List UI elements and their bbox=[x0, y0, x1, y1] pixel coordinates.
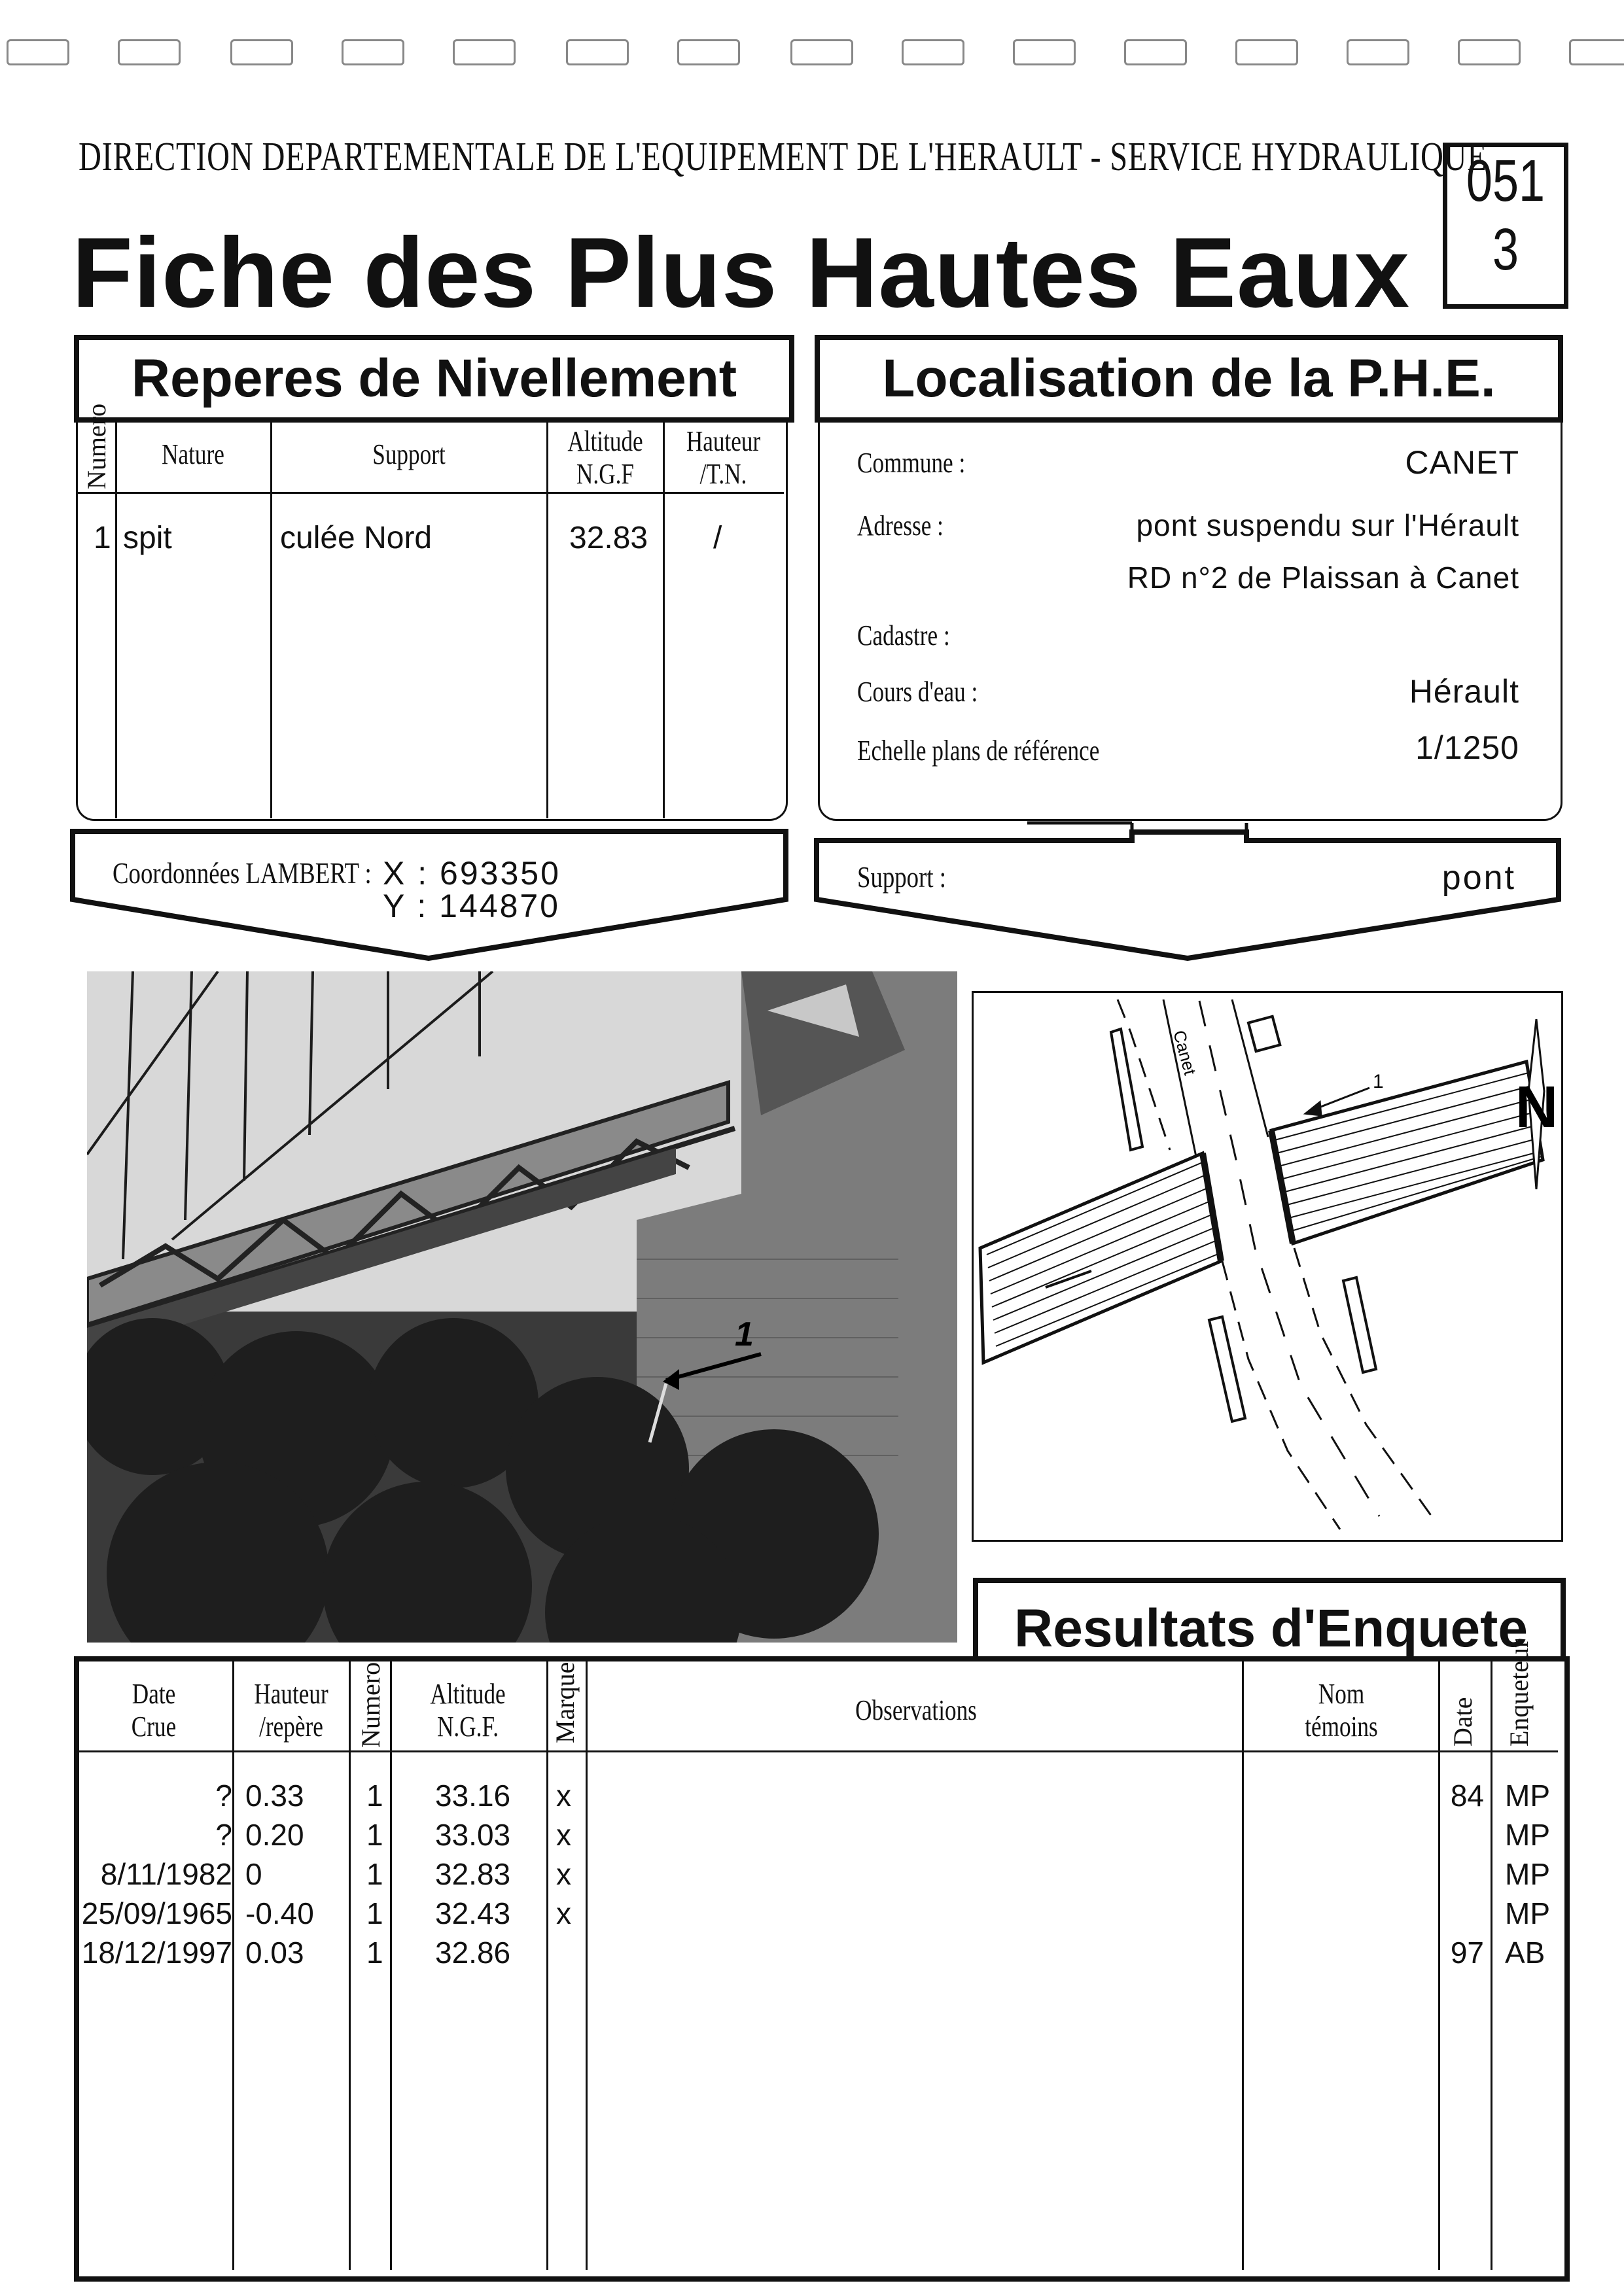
repere-hauteur: / bbox=[713, 521, 722, 555]
res-header-marque: Marque bbox=[550, 1661, 580, 1743]
res-row-altitude: 32.83 bbox=[435, 1857, 511, 1891]
support-value: pont bbox=[1441, 859, 1516, 897]
adresse-label: Adresse : bbox=[857, 510, 944, 542]
echelle-value: 1/1250 bbox=[1415, 729, 1519, 766]
res-row-numero: 1 bbox=[366, 1896, 383, 1930]
north-icon: N bbox=[1515, 1075, 1558, 1140]
res-row-enqueteur: MP bbox=[1505, 1818, 1550, 1852]
coord-label: Coordonnées LAMBERT : bbox=[113, 856, 372, 890]
header-support: Support bbox=[372, 438, 446, 470]
res-row-marque: x bbox=[556, 1896, 571, 1930]
res-header-altitude: Altitude N.G.F. bbox=[430, 1678, 506, 1743]
res-row-numero: 1 bbox=[366, 1818, 383, 1852]
res-row-enqueteur: MP bbox=[1505, 1779, 1550, 1813]
res-row-altitude: 33.16 bbox=[435, 1779, 511, 1813]
photo-marker: 1 bbox=[735, 1315, 754, 1353]
res-row-marque: x bbox=[556, 1857, 571, 1891]
coord-x: X : 693350 bbox=[383, 855, 561, 892]
map-road-label: Canet bbox=[1169, 1028, 1201, 1077]
organization-header: DIRECTION DEPARTEMENTALE DE L'EQUIPEMENT DE L'HERAULT - SERVICE HYDRAULIQUE bbox=[79, 135, 1487, 179]
res-row-marque: x bbox=[556, 1779, 571, 1813]
res-row-annee: 84 bbox=[1450, 1779, 1484, 1813]
res-header-enqueteur: Enqueteur bbox=[1504, 1639, 1534, 1747]
res-row-enqueteur: AB bbox=[1505, 1936, 1545, 1970]
res-header-observations: Observations bbox=[855, 1694, 977, 1726]
res-header-date: Date bbox=[1448, 1697, 1477, 1747]
res-row-marque: x bbox=[556, 1818, 571, 1852]
header-numero: Numero bbox=[82, 403, 111, 489]
code-line1: 051 bbox=[1466, 148, 1545, 214]
adresse-line1: pont suspendu sur l'Hérault bbox=[1136, 508, 1519, 542]
res-header-hauteur: Hauteur /repère bbox=[254, 1678, 328, 1743]
header-altitude: Altitude N.G.F bbox=[567, 425, 643, 490]
repere-support: culée Nord bbox=[280, 521, 432, 555]
resultats-title: Resultats d'Enquete bbox=[973, 1578, 1566, 1660]
res-row-annee: 97 bbox=[1450, 1936, 1484, 1970]
res-row-date: ? bbox=[215, 1818, 232, 1852]
res-row-enqueteur: MP bbox=[1505, 1896, 1550, 1930]
cours-label: Cours d'eau : bbox=[857, 676, 978, 708]
commune-value: CANET bbox=[1405, 444, 1519, 481]
header-hauteur: Hauteur /T.N. bbox=[686, 425, 761, 490]
support-label: Support : bbox=[857, 860, 946, 894]
map-marker: 1 bbox=[1373, 1071, 1384, 1092]
commune-label: Commune : bbox=[857, 447, 966, 479]
coord-y: Y : 144870 bbox=[383, 888, 560, 924]
localisation-title: Localisation de la P.H.E. bbox=[815, 335, 1563, 423]
bridge-photo bbox=[87, 971, 957, 1643]
res-row-numero: 1 bbox=[366, 1857, 383, 1891]
res-header-nom-temoins: Nom témoins bbox=[1305, 1678, 1378, 1743]
res-row-numero: 1 bbox=[366, 1936, 383, 1970]
res-row-enqueteur: MP bbox=[1505, 1857, 1550, 1891]
res-row-altitude: 32.43 bbox=[435, 1896, 511, 1930]
res-row-hauteur: 0.03 bbox=[245, 1936, 304, 1970]
fiche-code bbox=[1443, 143, 1568, 309]
res-header-numero: Numero bbox=[356, 1661, 385, 1748]
reperes-title: Reperes de Nivellement bbox=[74, 335, 794, 423]
cours-value: Hérault bbox=[1409, 673, 1519, 710]
page-title: Fiche des Plus Hautes Eaux bbox=[72, 217, 1410, 328]
repere-numero: 1 bbox=[94, 521, 111, 555]
res-row-date: 8/11/1982 bbox=[100, 1857, 232, 1891]
binder-holes bbox=[0, 39, 1624, 65]
cadastre-label: Cadastre : bbox=[857, 619, 950, 652]
repere-nature: spit bbox=[123, 521, 172, 555]
res-row-hauteur: 0 bbox=[245, 1857, 262, 1891]
adresse-line2: RD n°2 de Plaissan à Canet bbox=[1127, 561, 1519, 595]
res-row-hauteur: -0.40 bbox=[245, 1896, 314, 1930]
res-row-hauteur: 0.33 bbox=[245, 1779, 304, 1813]
res-row-date: ? bbox=[215, 1779, 232, 1813]
situation-map bbox=[972, 991, 1563, 1542]
code-line2: 3 bbox=[1492, 217, 1519, 283]
header-nature: Nature bbox=[162, 438, 224, 470]
res-row-altitude: 33.03 bbox=[435, 1818, 511, 1852]
res-row-date: 25/09/1965 bbox=[81, 1896, 232, 1930]
echelle-label: Echelle plans de référence bbox=[857, 735, 1100, 767]
res-row-hauteur: 0.20 bbox=[245, 1818, 304, 1852]
res-row-date: 18/12/1997 bbox=[81, 1936, 232, 1970]
res-row-altitude: 32.86 bbox=[435, 1936, 511, 1970]
res-header-date-crue: Date Crue bbox=[131, 1678, 177, 1743]
res-row-numero: 1 bbox=[366, 1779, 383, 1813]
repere-altitude: 32.83 bbox=[569, 521, 648, 555]
